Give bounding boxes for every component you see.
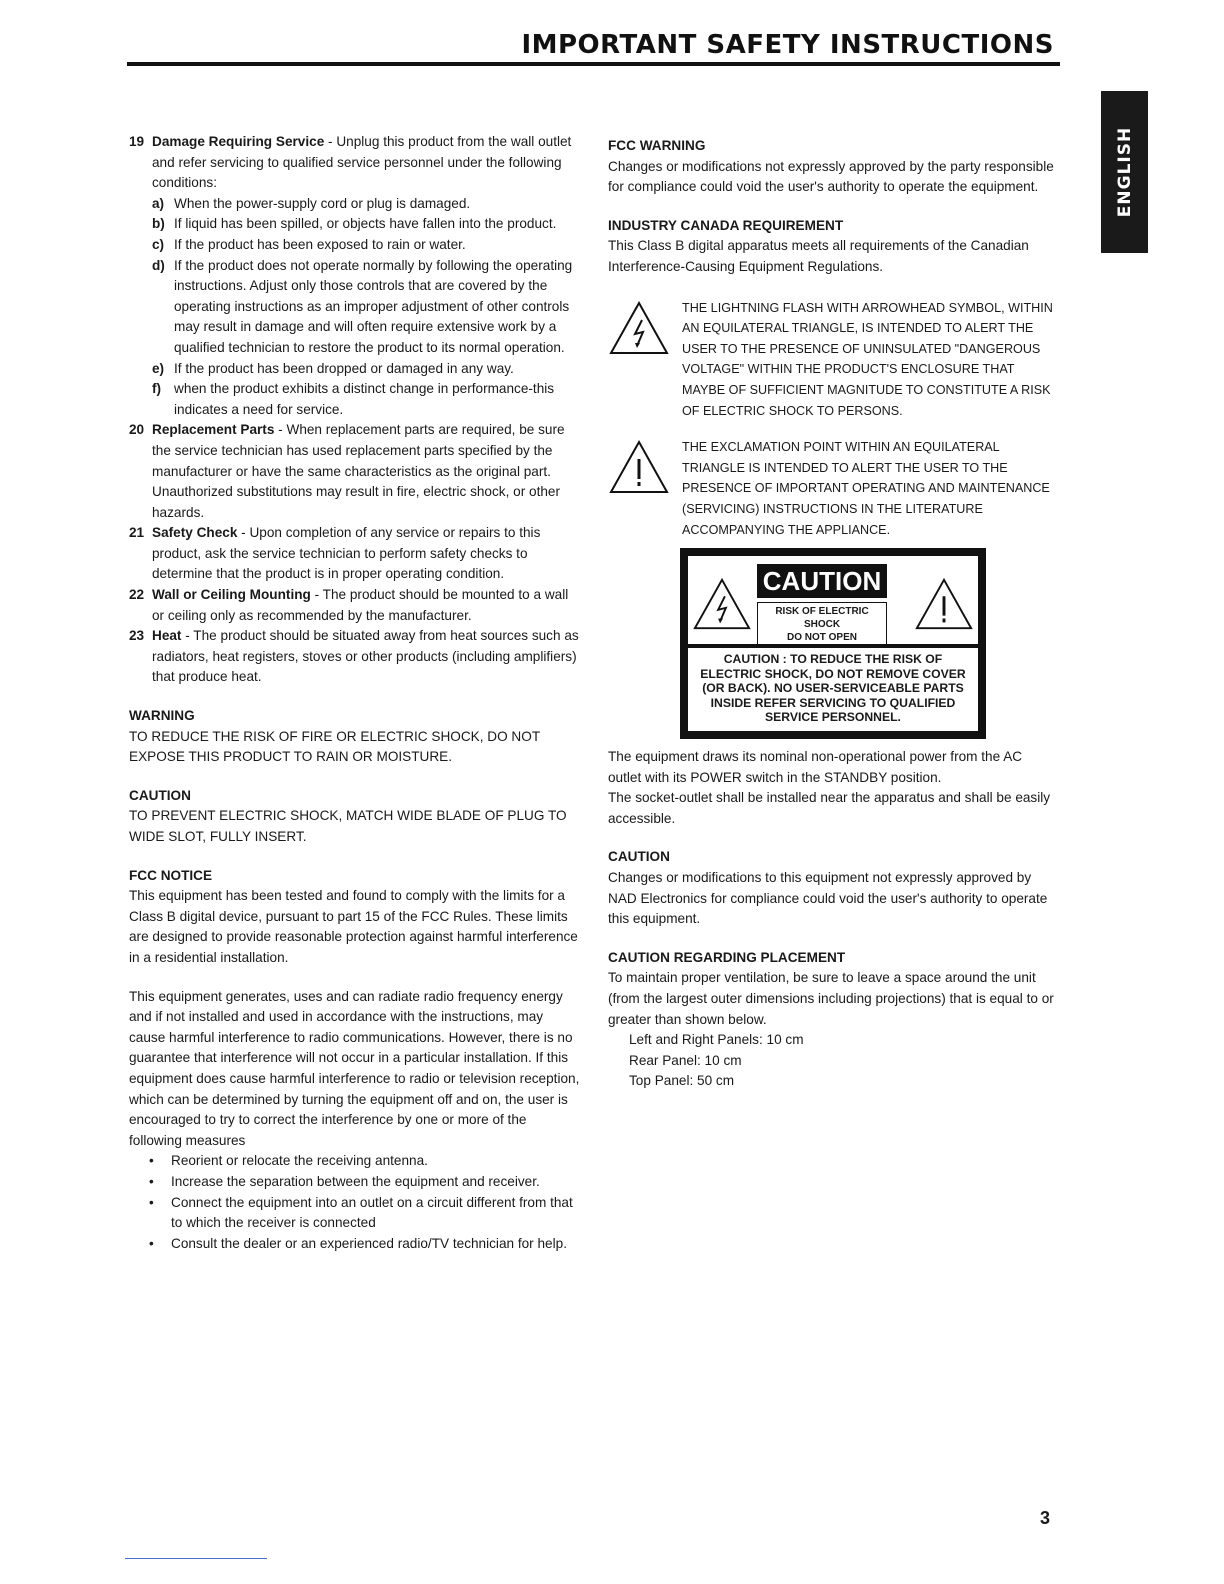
item-text: - Upon completion of any service or repairs to this product, ask the service technician to perform safety checks to determine that the product is in proper operating condition. [152, 525, 541, 582]
footnote-rule [125, 1558, 267, 1559]
list-item [152, 359, 581, 380]
lightning-symbol-text: THE LIGHTNING FLASH WITH ARROWHEAD SYMBOL, WITHIN AN EQUILATERAL TRIANGLE, IS INTENDED TO ALERT THE USER TO THE PRESENCE OF UNINSULATED "DANGEROUS VOLTAGE" WITHIN THE PRODUCT'S ENCLOSURE THAT MAYBE OF SUFFICIENT MAGNITUDE TO CONSTITUTE A RISK OF ELECTRIC SHOCK TO PERSONS. [682, 300, 1053, 418]
list-item [152, 214, 581, 235]
caution-subtitle [757, 602, 887, 647]
list-label: d) [152, 257, 165, 273]
warning-text: TO REDUCE THE RISK OF FIRE OR ELECTRIC SHOCK, DO NOT EXPOSE THIS PRODUCT TO RAIN OR MOISTURE. [129, 728, 540, 765]
language-tab-label: ENGLISH [1114, 126, 1135, 218]
caution-heading: CAUTION [129, 787, 191, 803]
header-rule [127, 62, 1060, 66]
item-text: - Unplug this product from the wall outlet and refer servicing to qualified service personnel under the following conditions: [152, 134, 572, 191]
list-text: If the product has been exposed to rain or water. [174, 236, 466, 252]
list-label: c) [152, 236, 165, 252]
list-text: when the product exhibits a distinct change in performance-this indicates a need for service. [174, 381, 555, 417]
list-item [152, 194, 581, 215]
item-20 [129, 420, 581, 523]
list-text: If the product has been dropped or damaged in any way. [174, 360, 514, 376]
list-item [152, 235, 581, 256]
caution-2-heading: CAUTION [608, 849, 670, 865]
item-title: Safety Check [152, 525, 238, 541]
warning-heading: WARNING [129, 708, 195, 724]
list-item: • Connect the equipment into an outlet on a circuit different from that to which the receiver is connected [171, 1193, 581, 1234]
list-text: If the product does not operate normally by following the operating instructions. Adjust only those controls that are covered by the operating instructions as an improper adjustment of other controls may result in damage and will often require extensive work by a qualified technician to restore the product to its normal operation. [174, 257, 573, 355]
caution-2-text: Changes or modifications to this equipment not expressly approved by NAD Electronics for compliance could void the user's authority to operate this equipment. [608, 870, 1048, 927]
item-title: Damage Requiring Service [152, 134, 325, 149]
item-text: - When replacement parts are required, be sure the service technician has used replacement parts specified by the manufacturer or have the same characteristics as the original part. Unauthorized substitutions may result in fire, electric shock, or other hazards. [152, 422, 565, 520]
item-number: 21 [129, 525, 145, 541]
list-label: f) [152, 381, 162, 397]
left-column [129, 132, 581, 1254]
fcc-notice-paragraph-2: This equipment generates, uses and can radiate radio frequency energy and if not installed and used in accordance with the instructions, may cause harmful interference to radio communications. However, there is no guarantee that interference will not occur in a particular installation. If this equipment does cause harmful interference to radio or television reception, which can be determined by turning the equipment off and on, the user is encouraged to try to correct the interference by one or more of the following measures [129, 988, 580, 1148]
placement-line: Left and Right Panels: 10 cm [629, 1032, 804, 1048]
item-text: - The product should be situated away from heat sources such as radiators, heat registers, stoves or other products (including amplifiers) that produce heat. [152, 628, 579, 685]
exclamation-triangle-icon [608, 439, 670, 495]
item-title: Heat [152, 628, 182, 644]
placement-line: Rear Panel: 10 cm [629, 1052, 742, 1068]
exclamation-symbol-text: THE EXCLAMATION POINT WITHIN AN EQUILATERAL TRIANGLE IS INTENDED TO ALERT THE USER TO THE PRESENCE OF IMPORTANT OPERATING AND MAINTENANCE (SERVICING) INSTRUCTIONS IN THE LITERATURE ACCOMPANYING THE APPLIANCE. [682, 440, 1050, 537]
item-title: Wall or Ceiling Mounting [152, 587, 311, 603]
exclamation-triangle-icon [914, 576, 974, 632]
item-23 [129, 626, 581, 688]
item-19 [129, 132, 581, 194]
caution-label [680, 548, 986, 739]
page-number: 3 [1040, 1508, 1051, 1528]
item-number: 23 [129, 628, 145, 644]
fcc-notice-paragraph-1: This equipment has been tested and found to comply with the limits for a Class B digital device, pursuant to part 15 of the FCC Rules. These limits are designed to provide reasonable protection against harmful interference in a residential installation. [129, 888, 578, 965]
caution-text: TO PREVENT ELECTRIC SHOCK, MATCH WIDE BLADE OF PLUG TO WIDE SLOT, FULLY INSERT. [129, 808, 567, 844]
list-label: b) [152, 216, 165, 232]
list-text: If liquid has been spilled, or objects have fallen into the product. [174, 216, 557, 232]
list-item [152, 379, 581, 420]
condition-list [129, 194, 581, 421]
lightning-triangle-icon [608, 300, 670, 356]
caution-subtitle-line: RISK OF ELECTRIC SHOCK [775, 606, 869, 631]
page-title: IMPORTANT SAFETY INSTRUCTIONS [521, 30, 1054, 60]
fcc-notice-heading: FCC NOTICE [129, 867, 213, 883]
lightning-symbol-note [608, 298, 1058, 422]
item-22 [129, 585, 581, 626]
power-paragraph-2: The socket-outlet shall be installed near the apparatus and shall be easily accessible. [608, 790, 1051, 826]
item-number: 22 [129, 587, 145, 603]
placement-heading: CAUTION REGARDING PLACEMENT [608, 949, 846, 965]
item-number: 20 [129, 422, 145, 438]
fcc-warning-heading: FCC WARNING [608, 138, 706, 153]
exclamation-symbol-note [608, 437, 1058, 540]
industry-canada-heading: INDUSTRY CANADA REQUIREMENT [608, 217, 844, 233]
list-item [152, 256, 581, 359]
item-21 [129, 523, 581, 585]
language-tab [1101, 91, 1148, 253]
caution-label-top [688, 556, 978, 644]
power-paragraph-1: The equipment draws its nominal non-operational power from the AC outlet with its POWER switch in the STANDBY position. [608, 749, 1023, 785]
list-item: • Increase the separation between the equipment and receiver. [171, 1172, 581, 1193]
placement-text: To maintain proper ventilation, be sure to leave a space around the unit (from the largest outer dimensions including projections) that is equal to or greater than shown below. [608, 970, 1054, 1027]
fcc-warning-text: Changes or modifications not expressly approved by the party responsible for compliance could void the user's authority to operate the equipment. [608, 158, 1054, 195]
item-number: 19 [129, 134, 145, 149]
list-label: a) [152, 195, 165, 211]
caution-label-body: CAUTION : TO REDUCE THE RISK OF ELECTRIC SHOCK, DO NOT REMOVE COVER (OR BACK). NO USER-SERVICEABLE PARTS INSIDE REFER SERVICING TO QUALIFIED SERVICE PERSONNEL. [688, 648, 978, 731]
placement-line: Top Panel: 50 cm [629, 1073, 735, 1089]
list-label: e) [152, 360, 165, 376]
list-item: • Consult the dealer or an experienced radio/TV technician for help. [171, 1234, 581, 1255]
caution-subtitle-line: DO NOT OPEN [786, 632, 857, 644]
item-title: Replacement Parts [152, 422, 275, 438]
right-column [608, 132, 1058, 1092]
caution-banner: CAUTION [757, 564, 887, 598]
measures-list [129, 1151, 581, 1254]
industry-canada-text: This Class B digital apparatus meets all requirements of the Canadian Interference-Causing Equipment Regulations. [608, 238, 1029, 274]
list-text: When the power-supply cord or plug is damaged. [174, 195, 471, 211]
list-item: • Reorient or relocate the receiving antenna. [171, 1151, 581, 1172]
item-text: - The product should be mounted to a wall or ceiling only as recommended by the manufacturer. [152, 587, 569, 623]
lightning-triangle-icon [692, 576, 752, 632]
